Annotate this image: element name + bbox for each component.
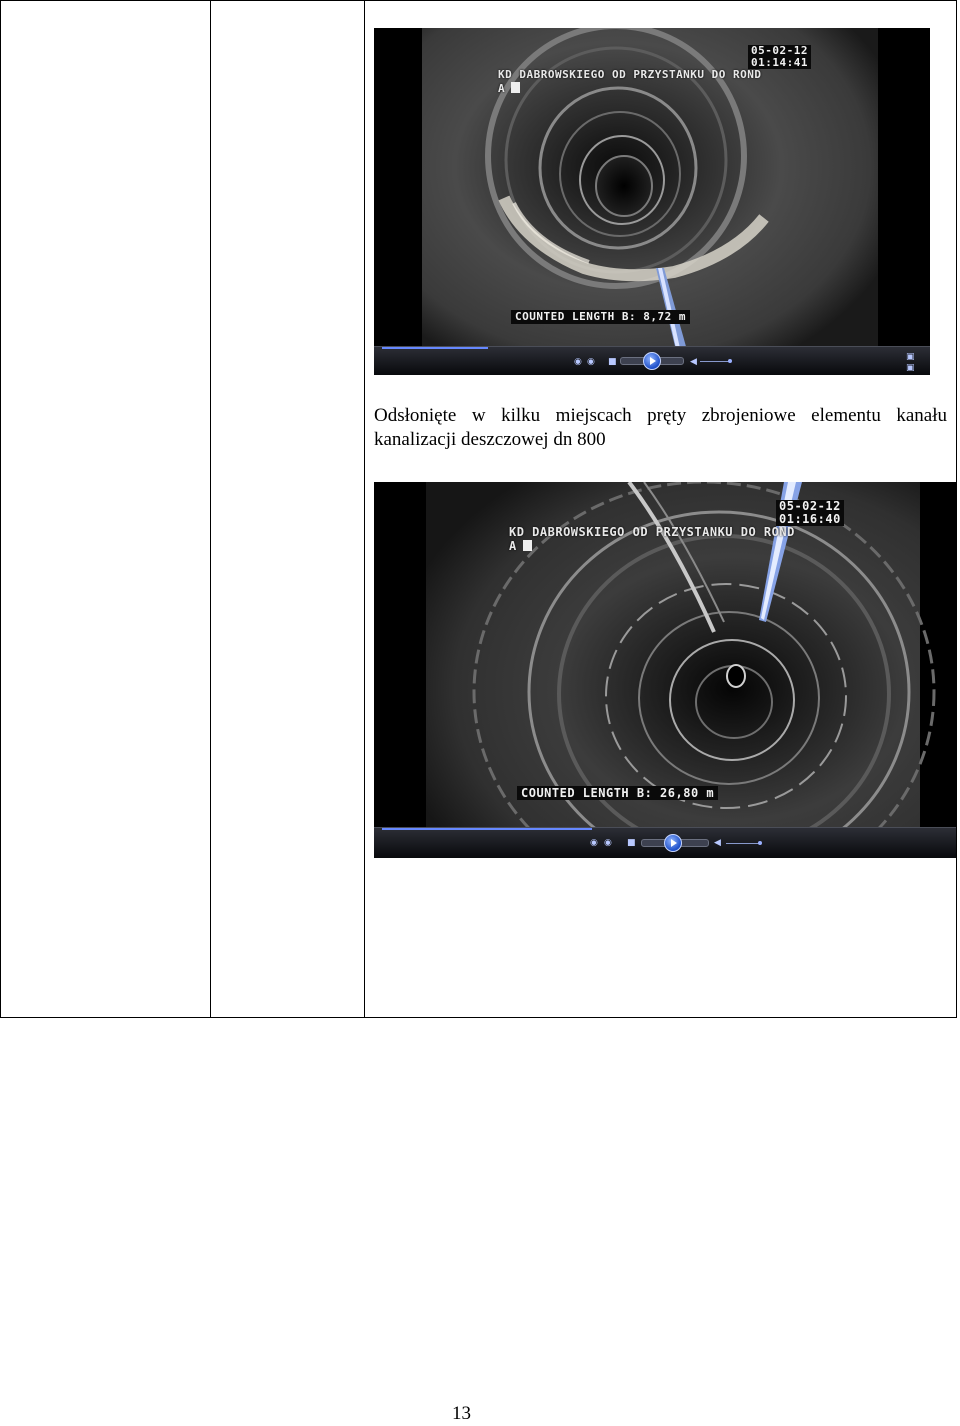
stop-icon[interactable]: ■: [627, 838, 636, 848]
volume-knob[interactable]: [728, 359, 732, 363]
photo-caption: Odsłonięte w kilku miejscach pręty zbrojeniowe elementu kanału kanalizacji deszczowej dn 800: [374, 405, 947, 450]
volume-slider[interactable]: [726, 843, 760, 844]
osd-time: 01:16:40: [779, 512, 841, 526]
rewind-icon[interactable]: ◉: [574, 357, 582, 367]
play-icon[interactable]: [643, 352, 661, 370]
inspection-video-frame-2: [374, 482, 956, 858]
osd-marker-row: [498, 82, 520, 95]
seek-bar[interactable]: [382, 828, 592, 830]
player-controls: [374, 346, 930, 375]
volume-knob[interactable]: [758, 841, 762, 845]
forward-icon[interactable]: ◉: [604, 838, 612, 848]
table-column-divider: [210, 1, 211, 1017]
play-icon[interactable]: [664, 834, 682, 852]
osd-date: 05-02-12: [751, 44, 808, 57]
compact-icon[interactable]: ▣: [906, 363, 915, 373]
stop-icon[interactable]: ■: [608, 357, 617, 367]
osd-cursor: [523, 540, 532, 551]
volume-icon[interactable]: ◀: [690, 357, 697, 367]
osd-location: KD DABROWSKIEGO OD PRZYSTANKU DO ROND: [498, 68, 762, 81]
volume-icon[interactable]: ◀: [714, 838, 721, 848]
seek-bar[interactable]: [382, 347, 488, 349]
osd-marker: A: [498, 82, 506, 95]
osd-marker: A: [509, 539, 517, 553]
osd-date: 05-02-12: [779, 499, 841, 513]
inspection-video-frame-1: [374, 28, 930, 375]
osd-counted-length: COUNTED LENGTH B: 8,72 m: [511, 310, 690, 324]
player-controls: [374, 827, 956, 858]
table-column-divider: [364, 1, 365, 1017]
forward-icon[interactable]: ◉: [587, 357, 595, 367]
osd-counted-length: COUNTED LENGTH B: 26,80 m: [517, 786, 718, 800]
osd-marker-row: [509, 539, 532, 553]
osd-time: 01:14:41: [751, 56, 808, 69]
fullscreen-icon[interactable]: ▣: [906, 352, 915, 362]
osd-cursor: [511, 82, 520, 93]
page-number: 13: [452, 1403, 471, 1424]
volume-slider[interactable]: [700, 361, 730, 362]
rewind-icon[interactable]: ◉: [590, 838, 598, 848]
osd-location: KD DABROWSKIEGO OD PRZYSTANKU DO ROND: [509, 525, 795, 539]
